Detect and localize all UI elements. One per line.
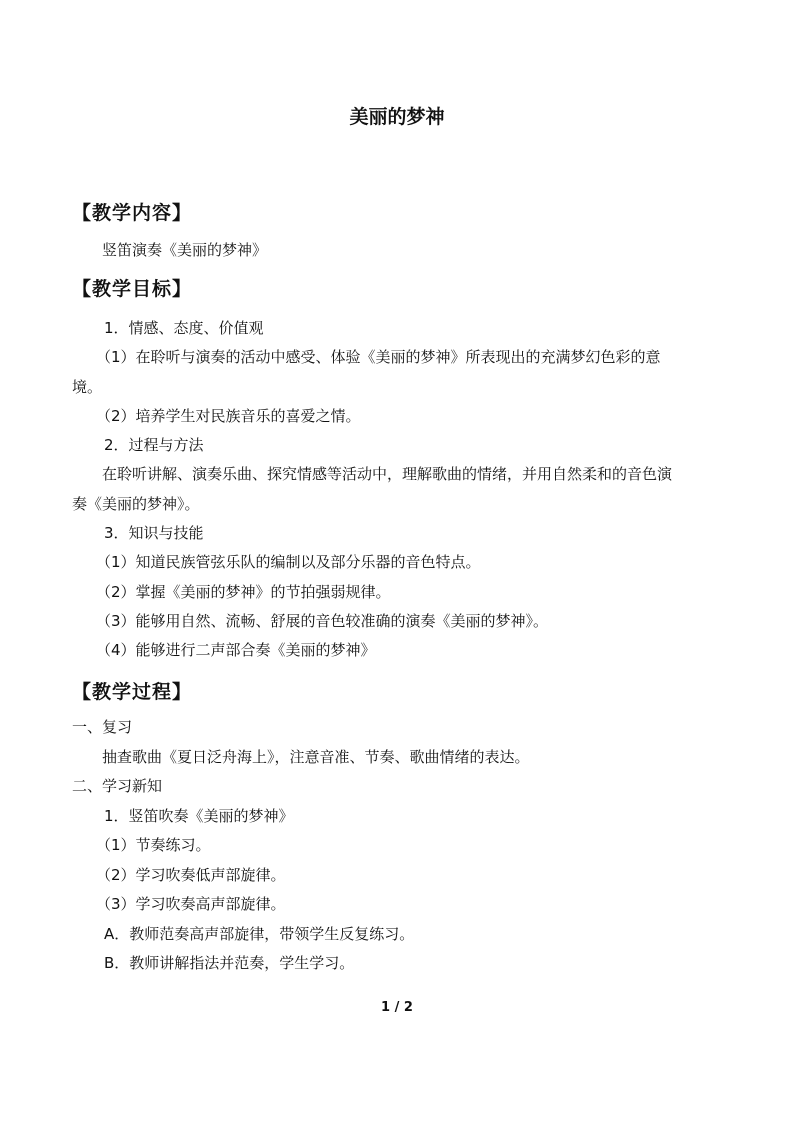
new-1-item-3: （3）学习吹奏高声部旋律。 (96, 895, 286, 913)
review-title: 一、复习 (72, 718, 133, 736)
goal-2-text-line-2: 奏《美丽的梦神》。 (72, 495, 200, 513)
new-1-item-b: B．教师讲解指法并范奏，学生学习。 (104, 954, 355, 972)
new-knowledge-title: 二、学习新知 (72, 777, 163, 795)
new-1-item-2: （2）学习吹奏低声部旋律。 (96, 866, 286, 884)
new-1-title: 1．竖笛吹奏《美丽的梦神》 (104, 807, 294, 825)
section-heading-content: 【教学内容】 (72, 202, 193, 224)
new-1-item-a: A．教师范奏高声部旋律，带领学生反复练习。 (104, 925, 415, 943)
goal-2-title: 2．过程与方法 (104, 436, 204, 454)
content-text: 竖笛演奏《美丽的梦神》 (102, 241, 268, 259)
goal-1-item-2: （2）培养学生对民族音乐的喜爱之情。 (96, 407, 361, 425)
goal-3-item-2: （2）掌握《美丽的梦神》的节拍强弱规律。 (96, 583, 391, 601)
goal-1-title: 1．情感、态度、价值观 (104, 319, 264, 337)
goal-3-item-3: （3）能够用自然、流畅、舒展的音色较准确的演奏《美丽的梦神》。 (96, 612, 549, 630)
section-heading-process: 【教学过程】 (72, 681, 193, 703)
new-1-item-1: （1）节奏练习。 (96, 836, 211, 854)
goal-1-item-1-line-1: （1）在聆听与演奏的活动中感受、体验《美丽的梦神》所表现出的充满梦幻色彩的意 (96, 348, 661, 366)
goal-2-text-line-1: 在聆听讲解、演奏乐曲、探究情感等活动中，理解歌曲的情绪，并用自然柔和的音色演 (102, 465, 673, 483)
page-number: 1 / 2 (381, 1000, 413, 1015)
goal-1-item-1-line-2: 境。 (72, 378, 103, 396)
goal-3-item-4: （4）能够进行二声部合奏《美丽的梦神》 (96, 641, 376, 659)
review-text: 抽查歌曲《夏日泛舟海上》，注意音准、节奏、歌曲情绪的表达。 (102, 748, 530, 766)
page-title: 美丽的梦神 (349, 106, 445, 128)
goal-3-item-1: （1）知道民族管弦乐队的编制以及部分乐器的音色特点。 (96, 553, 481, 571)
goal-3-title: 3．知识与技能 (104, 524, 204, 542)
section-heading-goals: 【教学目标】 (72, 278, 193, 300)
